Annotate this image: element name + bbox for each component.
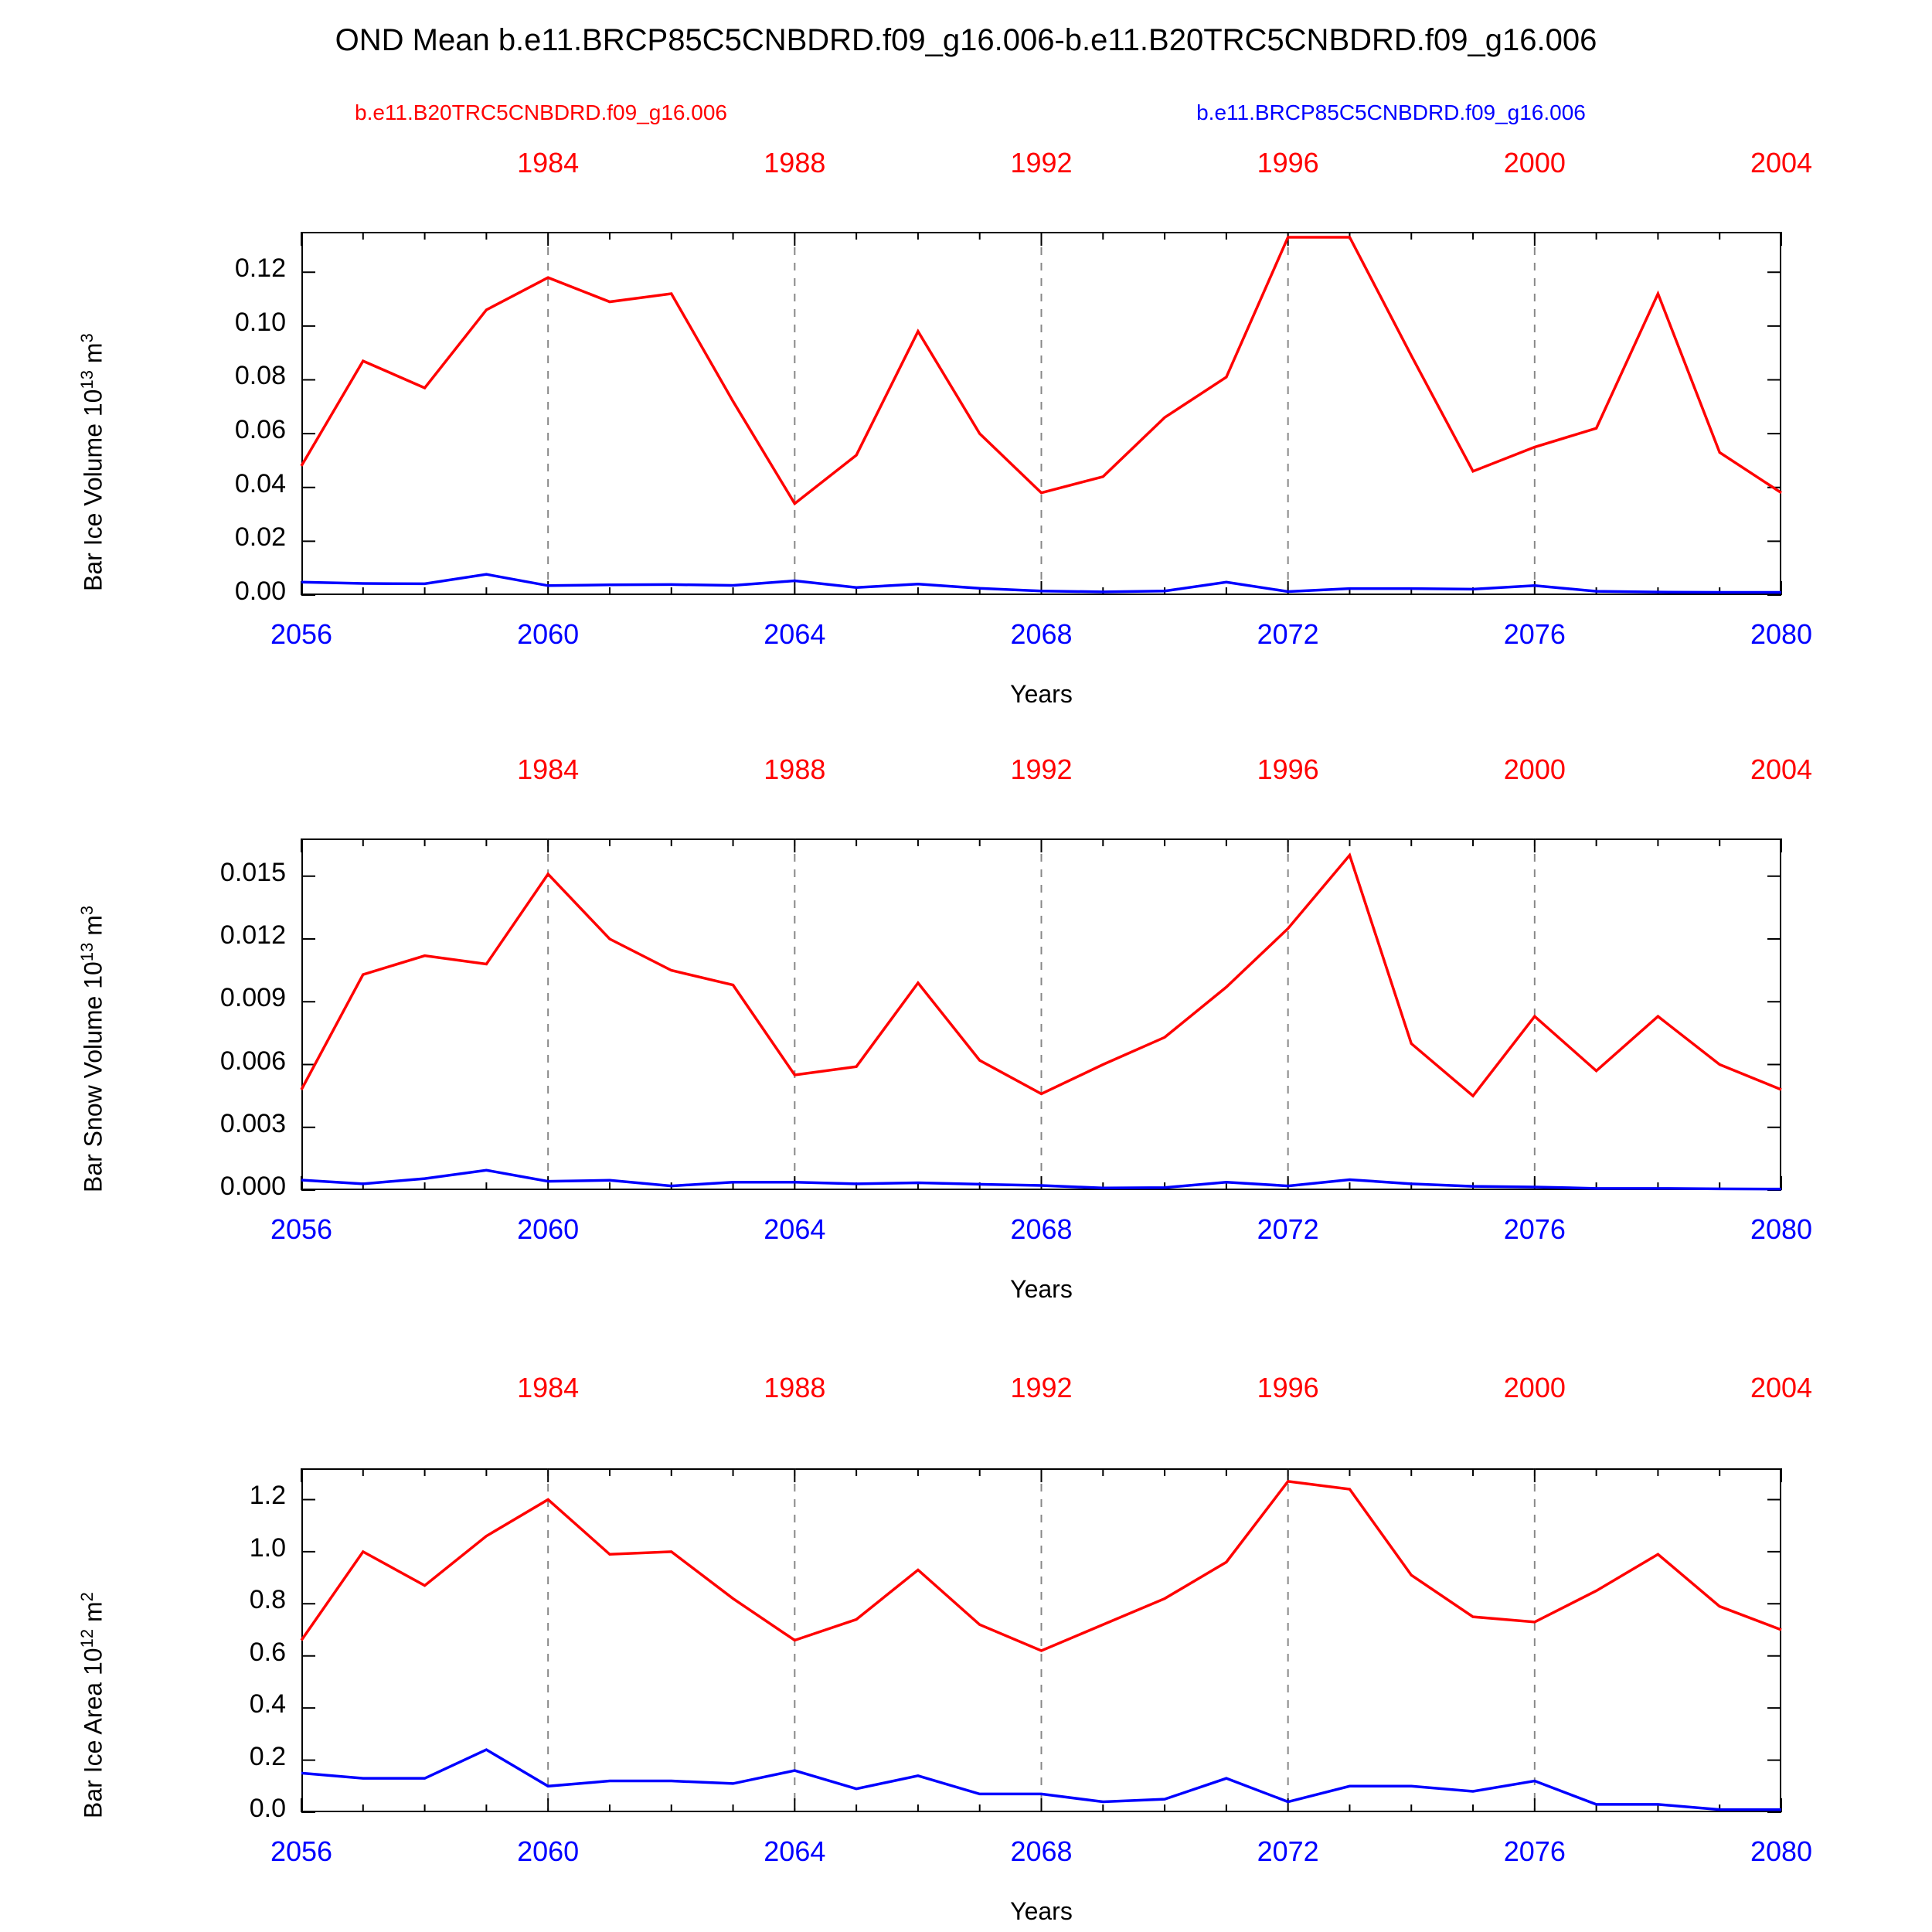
y-axis-label-text: Bar Ice Area 10 <box>79 1647 107 1818</box>
y-tick-label: 0.2 <box>249 1741 286 1771</box>
y-axis-label-ice-area: Bar Ice Area $10^{12}$ $m^2$ <box>77 1591 107 1818</box>
x-tick-bottom-label: 2068 <box>1010 618 1073 650</box>
y-tick-label: 0.6 <box>249 1637 286 1667</box>
x-tick-bottom-label: 2060 <box>517 1213 580 1245</box>
y-axis-label-ice-volume: Bar Ice Volume $10^{13}$ $m^3$ <box>77 333 107 591</box>
x-tick-top-label: 1996 <box>1257 147 1319 179</box>
y-tick-label: 0.10 <box>234 307 286 337</box>
x-tick-bottom-label: 2060 <box>517 618 580 650</box>
x-tick-top-label: 1984 <box>517 147 580 179</box>
y-tick-label: 0.4 <box>249 1689 286 1719</box>
y-axis-label-text: Bar Ice Volume 10 <box>79 389 107 591</box>
x-tick-top-label: 2004 <box>1750 753 1813 785</box>
y-tick-label: 1.0 <box>249 1532 286 1563</box>
y-tick-label: 0.12 <box>234 253 286 284</box>
x-tick-bottom-label: 2072 <box>1257 1835 1319 1867</box>
plot-canvas-snow-volume <box>301 838 1781 1236</box>
x-tick-bottom-label: 2056 <box>270 1835 333 1867</box>
y-tick-label: 0.012 <box>219 920 286 950</box>
x-tick-bottom-label: 2072 <box>1257 1213 1319 1245</box>
x-tick-top-label: 1992 <box>1010 147 1073 179</box>
y-tick-label: 0.02 <box>234 522 286 553</box>
x-tick-top-label: 2004 <box>1750 1372 1813 1403</box>
y-tick-label: 0.8 <box>249 1585 286 1615</box>
y-tick-label: 0.08 <box>234 361 286 391</box>
x-tick-top-label: 1996 <box>1257 1372 1319 1403</box>
x-tick-bottom-label: 2080 <box>1750 1835 1813 1867</box>
x-axis-label: Years <box>1010 1897 1073 1925</box>
x-tick-top-label: 1992 <box>1010 753 1073 785</box>
page-title: OND Mean b.e11.BRCP85C5CNBDRD.f09_g16.006-b.e11.B20TRC5CNBDRD.f09_g16.006 <box>335 23 1597 57</box>
x-tick-bottom-label: 2060 <box>517 1835 580 1867</box>
y-tick-label: 0.06 <box>234 415 286 445</box>
y-axis-label-snow-volume: Bar Snow Volume $10^{13}$ $m^3$ <box>77 905 107 1192</box>
x-tick-bottom-label: 2064 <box>764 1835 826 1867</box>
x-tick-bottom-label: 2064 <box>764 618 826 650</box>
y-tick-label: 1.2 <box>249 1481 286 1511</box>
y-tick-label: 0.006 <box>219 1046 286 1076</box>
x-tick-bottom-label: 2064 <box>764 1213 826 1245</box>
plot-canvas-ice-volume <box>301 232 1781 641</box>
legend-red-label: b.e11.B20TRC5CNBDRD.f09_g16.006 <box>355 100 727 124</box>
legend-blue-label: b.e11.BRCP85C5CNBDRD.f09_g16.006 <box>1196 100 1586 124</box>
y-tick-label: 0.000 <box>219 1172 286 1201</box>
x-tick-top-label: 2000 <box>1503 1372 1566 1403</box>
y-tick-label: 0.0 <box>249 1794 286 1823</box>
y-tick-label: 0.009 <box>219 983 286 1013</box>
x-tick-bottom-label: 2056 <box>270 1213 333 1245</box>
x-tick-bottom-label: 2080 <box>1750 1213 1813 1245</box>
y-tick-label: 0.015 <box>219 857 286 887</box>
y-tick-label: 0.00 <box>234 577 286 606</box>
y-tick-label: 0.003 <box>219 1108 286 1138</box>
plot-canvas-ice-area <box>301 1468 1781 1859</box>
x-tick-top-label: 2004 <box>1750 147 1813 179</box>
x-tick-top-label: 1988 <box>764 1372 826 1403</box>
y-axis-label-text: Bar Snow Volume 10 <box>79 961 107 1192</box>
x-axis-label: Years <box>1010 1275 1073 1303</box>
x-tick-bottom-label: 2068 <box>1010 1213 1073 1245</box>
x-tick-bottom-label: 2080 <box>1750 618 1813 650</box>
x-tick-top-label: 1992 <box>1010 1372 1073 1403</box>
x-tick-top-label: 2000 <box>1503 147 1566 179</box>
x-tick-bottom-label: 2056 <box>270 618 333 650</box>
x-tick-top-label: 1988 <box>764 147 826 179</box>
x-tick-top-label: 1984 <box>517 753 580 785</box>
x-axis-label: Years <box>1010 680 1073 708</box>
x-tick-top-label: 1984 <box>517 1372 580 1403</box>
x-tick-top-label: 1996 <box>1257 753 1319 785</box>
x-tick-bottom-label: 2076 <box>1503 1213 1566 1245</box>
x-tick-top-label: 2000 <box>1503 753 1566 785</box>
x-tick-top-label: 1988 <box>764 753 826 785</box>
x-tick-bottom-label: 2076 <box>1503 618 1566 650</box>
x-tick-bottom-label: 2068 <box>1010 1835 1073 1867</box>
y-tick-label: 0.04 <box>234 468 286 498</box>
series-line-red <box>301 237 1781 504</box>
x-tick-bottom-label: 2072 <box>1257 618 1319 650</box>
x-tick-bottom-label: 2076 <box>1503 1835 1566 1867</box>
